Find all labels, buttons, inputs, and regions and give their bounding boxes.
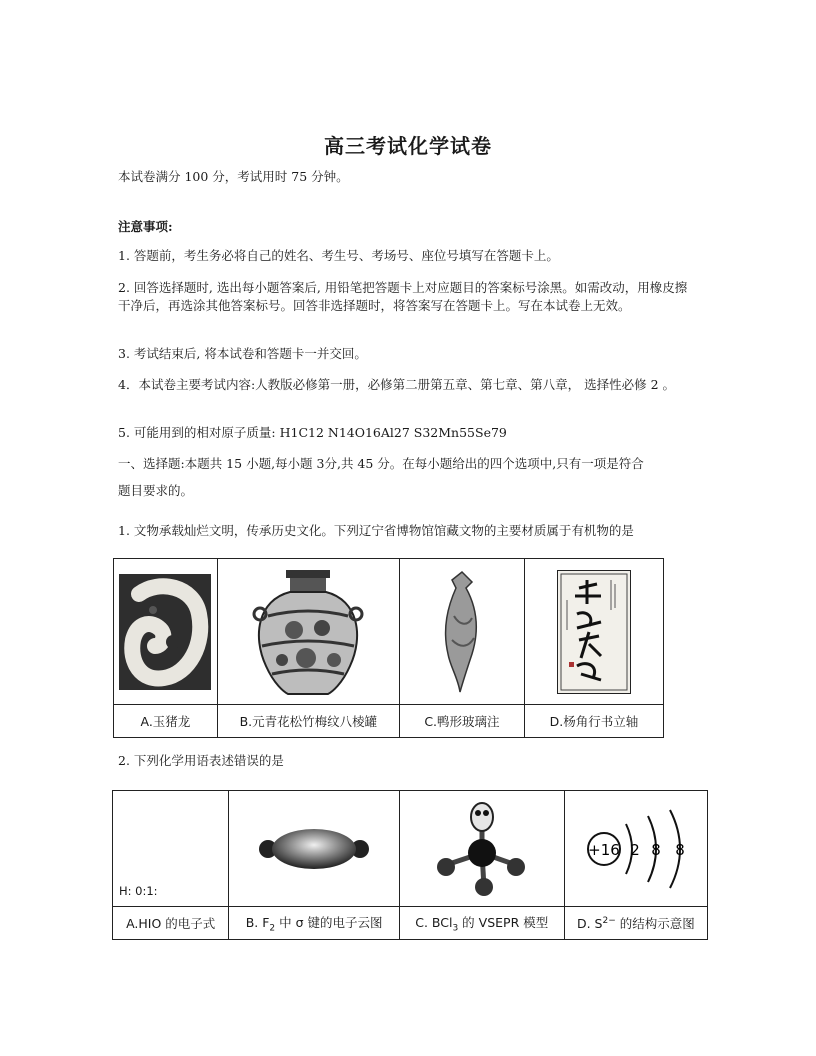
question-1-stem: 1. 文物承载灿烂文明，传承历史文化。下列辽宁省博物馆馆藏文物的主要材质属于有机物的是 xyxy=(118,523,634,538)
s2-structure-diagram xyxy=(564,791,707,907)
exam-intro: 本试卷满分 100 分，考试用时 75 分钟。 xyxy=(118,169,349,184)
duck-glass-vessel-image xyxy=(399,559,524,705)
notice-heading: 注意事项: xyxy=(118,219,173,234)
shell-1-electrons: 2 xyxy=(630,840,640,859)
calligraphy-scroll-image xyxy=(524,559,663,705)
q1-option-d: D.杨角行书立轴 xyxy=(524,705,663,738)
blue-white-jar-image xyxy=(217,559,399,705)
notice-item-1: 1. 答题前，考生务必将自己的姓名、考生号、考场号、座位号填写在答题卡上。 xyxy=(118,248,559,263)
question-2-stem: 2. 下列化学用语表述错误的是 xyxy=(118,753,284,768)
nucleus-charge-label: +16 xyxy=(588,840,620,859)
shell-3-electrons: 8 xyxy=(675,840,685,859)
q1-option-a: A.玉猪龙 xyxy=(114,705,218,738)
shell-2-electrons: 8 xyxy=(651,840,661,859)
hio-electron-formula: H: 0:1: xyxy=(113,791,229,907)
question-2-table xyxy=(112,790,708,940)
q2-option-b: B. $F_2$ 中 σ 键的电子云图 xyxy=(229,907,399,940)
jade-pig-dragon-image xyxy=(114,559,218,705)
notice-item-3: 3. 考试结束后, 将本试卷和答题卡一并交回。 xyxy=(118,346,367,361)
q2-option-c: C. BCl$_3$ 的 VSEPR 模型 xyxy=(399,907,564,940)
section-1-instruction-cont: 题目要求的。 xyxy=(118,483,194,498)
q2-option-d: D. $S^{2-}$ 的结构示意图 xyxy=(564,907,707,940)
question-1-table xyxy=(113,558,664,738)
q2-option-a: A.HIO 的电子式 xyxy=(113,907,229,940)
bcl3-vsepr-model-image xyxy=(399,791,564,907)
page-title: 高三考试化学试卷 xyxy=(324,134,492,158)
section-1-instruction: 一、选择题:本题共 15 小题,每小题 3分,共 45 分。在每小题给出的四个选项中,只有一项是符合 xyxy=(118,456,644,471)
f2-sigma-bond-cloud-image xyxy=(229,791,399,907)
q1-option-c: C.鸭形玻璃注 xyxy=(399,705,524,738)
notice-item-5: 5. 可能用到的相对原子质量: H1C12 N14O16Al27 S32Mn55Se79 xyxy=(118,425,507,440)
notice-item-4: 4．本试卷主要考试内容:人教版必修第一册，必修第二册第五章、第七章、第八章， 选择性必修 2 。 xyxy=(118,377,676,392)
notice-item-2: 2. 回答选择题时, 选出每小题答案后, 用铅笔把答题卡上对应题目的答案标号涂黑。如需改动，用橡皮擦干净后，再选涂其他答案标号。回答非选择题时，将答案写在答题卡上。写在本试卷上无效。 xyxy=(118,280,688,313)
q1-option-b: B.元青花松竹梅纹八棱罐 xyxy=(217,705,399,738)
